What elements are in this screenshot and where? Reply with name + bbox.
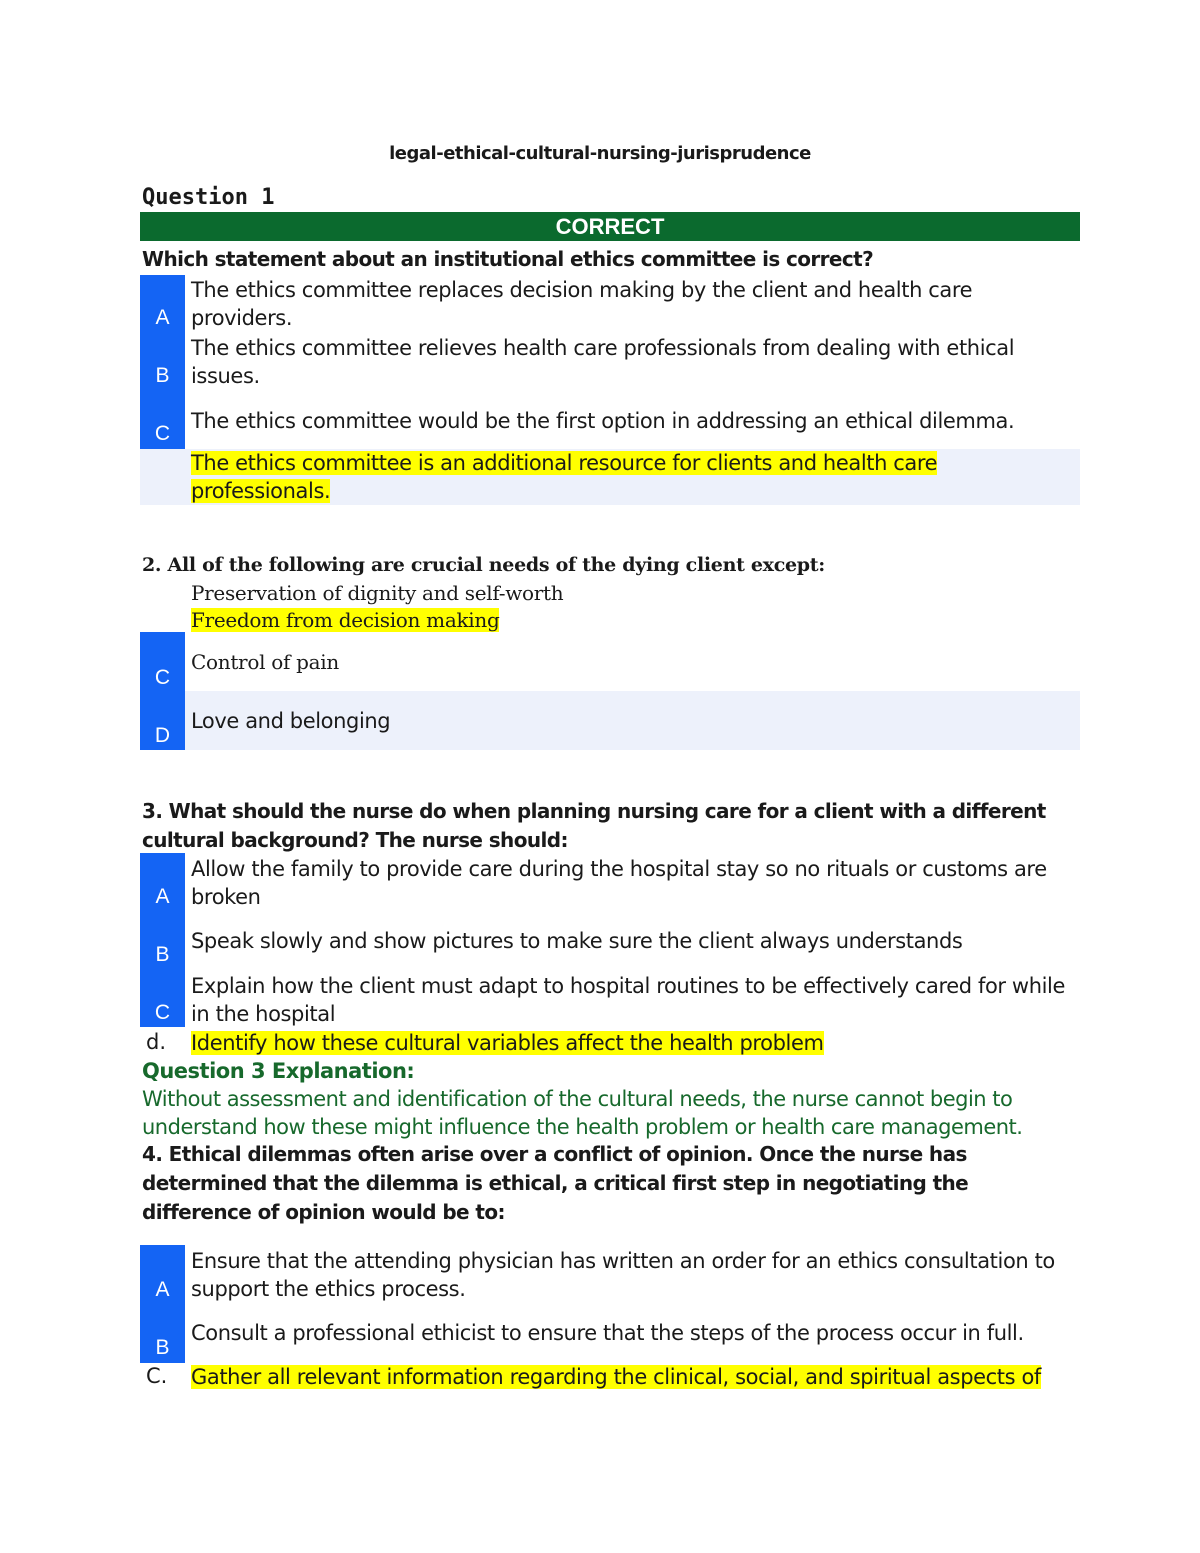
question-2-prompt: 2. All of the following are crucial needs of the dying client except: — [142, 554, 825, 576]
option-text[interactable]: Consult a professional ethicist to ensure that the steps of the process occur in full. — [191, 1321, 1024, 1345]
correct-answer-text: Identify how these cultural variables affect the health problem — [191, 1031, 824, 1055]
option-letter: C — [154, 666, 171, 689]
correct-answer-text: Freedom from decision making — [191, 608, 500, 632]
question-4-prompt: 4. Ethical dilemmas often arise over a conflict of opinion. Once the nurse has determined that the dilemma is ethical, a critical first step in negotiating the difference of opinion would be to: — [142, 1142, 969, 1224]
option-text[interactable]: The ethics committee would be the first option in addressing an ethical dilemma. — [191, 409, 1015, 433]
option-text[interactable]: Love and belonging — [191, 709, 391, 733]
option-letter: A — [155, 306, 170, 329]
option-letter: C — [154, 1001, 171, 1024]
explanation-heading: Question 3 Explanation: — [142, 1059, 415, 1083]
option-letter: d. — [146, 1030, 167, 1054]
option-text[interactable]: The ethics committee relieves health care professionals from dealing with ethical issues. — [191, 336, 1015, 388]
option-text[interactable]: Ensure that the attending physician has written an order for an ethics consultation to support the ethics process. — [191, 1249, 1055, 1301]
option-letter: B — [155, 1336, 170, 1359]
option-text[interactable]: Speak slowly and show pictures to make sure the client always understands — [191, 929, 963, 953]
option-text[interactable]: The ethics committee replaces decision making by the client and health care providers. — [191, 278, 973, 330]
correct-answer-option[interactable] — [191, 1363, 1076, 1391]
document-title: legal-ethical-cultural-nursing-jurisprudence — [389, 143, 811, 164]
option-text[interactable]: Control of pain — [191, 650, 339, 674]
correct-answer-option[interactable] — [191, 1029, 1076, 1057]
option-text[interactable]: Explain how the client must adapt to hospital routines to be effectively cared for while in the hospital — [191, 974, 1065, 1026]
correct-answer-text: Gather all relevant information regarding the clinical, social, and spiritual aspects of — [191, 1365, 1041, 1389]
correct-answer-option[interactable] — [191, 449, 1076, 505]
question-3-prompt: 3. What should the nurse do when planning nursing care for a client with a different cultural background? The nurse should: — [142, 799, 1046, 852]
option-text[interactable]: Preservation of dignity and self-worth — [191, 581, 564, 605]
correct-banner: CORRECT — [140, 212, 1080, 241]
question-1-heading: Question 1 — [142, 185, 275, 210]
option-letter: C. — [146, 1364, 168, 1388]
option-letter: A — [155, 885, 170, 908]
option-letter: B — [155, 943, 170, 966]
question-1-prompt: Which statement about an institutional ethics committee is correct? — [142, 247, 874, 271]
option-text[interactable]: Allow the family to provide care during the hospital stay so no rituals or customs are broken — [191, 857, 1047, 909]
option-letter: D — [154, 724, 171, 747]
correct-answer-text: The ethics committee is an additional resource for clients and health care professionals. — [191, 451, 938, 503]
explanation-text: Without assessment and identification of the cultural needs, the nurse cannot begin to understand how these might influence the health problem or health care management. — [142, 1087, 1023, 1139]
option-letter: C — [154, 422, 171, 445]
correct-answer-option[interactable] — [191, 608, 499, 632]
option-letter: B — [155, 364, 170, 387]
option-letter: A — [155, 1278, 170, 1301]
